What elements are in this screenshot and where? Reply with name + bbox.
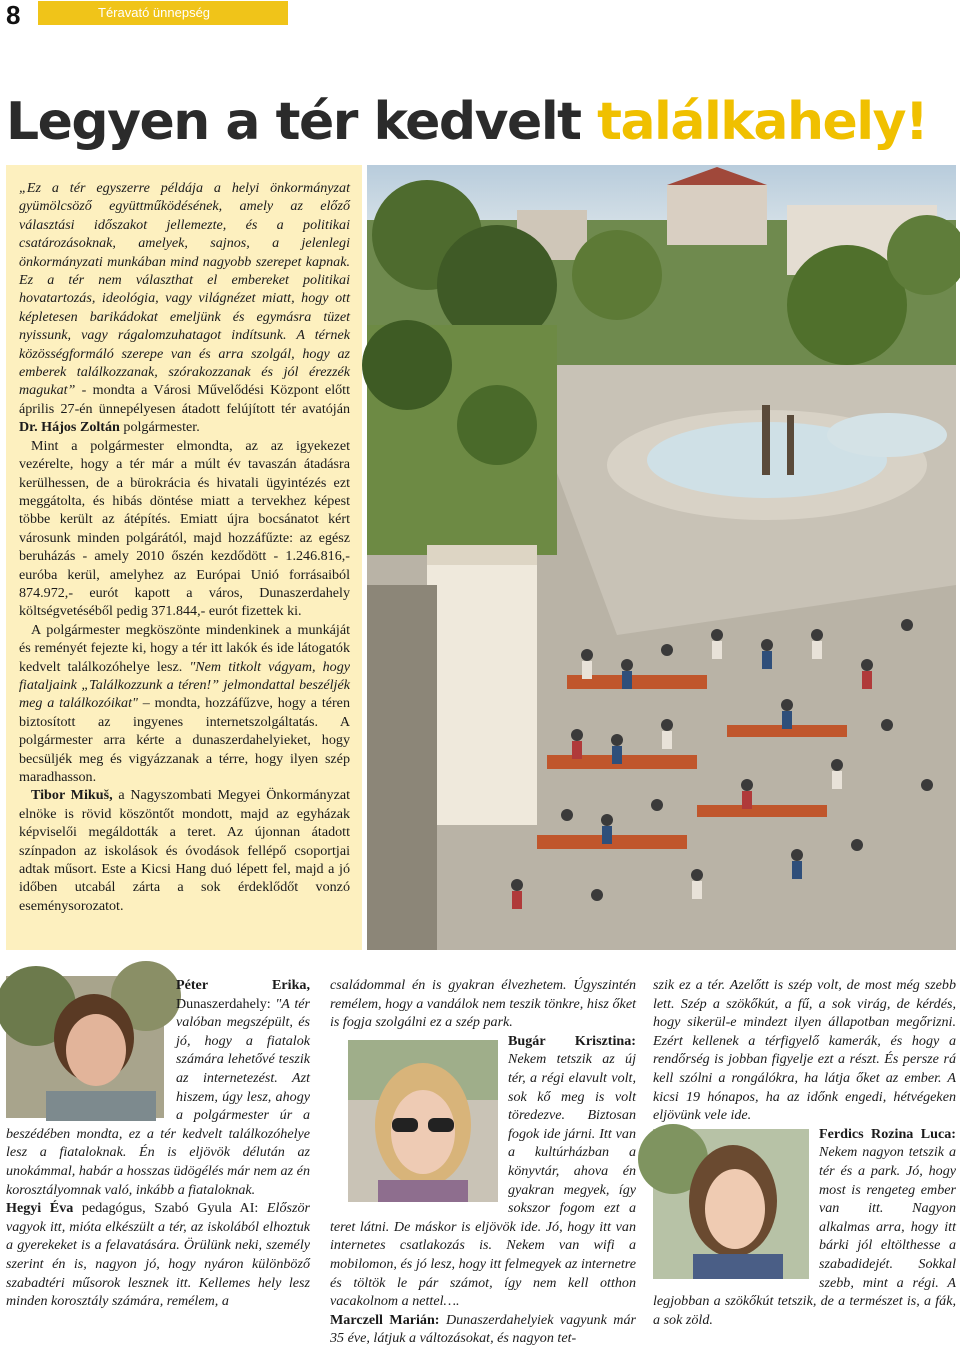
interview-column-3 bbox=[653, 976, 956, 1328]
interviewee-intro: pedagógus, Szabó Gyula AI: bbox=[73, 1200, 267, 1217]
interviewee-name: Ferdics Rozina Luca: bbox=[819, 1125, 956, 1142]
headline-accent: találkahely! bbox=[597, 92, 928, 152]
interviewee-name: Marczell Marián: bbox=[330, 1311, 440, 1328]
interview-column-1 bbox=[6, 976, 310, 1320]
article-paragraph-1 bbox=[19, 179, 350, 437]
interview-marczell-marian bbox=[330, 1311, 636, 1348]
interview-column-2 bbox=[330, 976, 636, 1347]
interviewee-intro: Dunaszerdahely: bbox=[176, 995, 276, 1012]
portrait-illustration bbox=[653, 1129, 809, 1279]
portrait-illustration bbox=[6, 976, 164, 1118]
interview-quote: "A tér valóban megszépült, és jó, hogy a fiatalok számára lehetővé teszik az internetezést. Azt hiszem, úgy lesz, ahogy a polgármester úr a beszédében mondta, ez a tér kedvelt találkozóhelye lesz a fiataloknak. Én is eljövök délután az unokámmal, habár a hosszas üdögélés már nem az én korosztályomnak való, inkább a fiataloknak. bbox=[6, 995, 310, 1198]
square-photo-illustration bbox=[367, 165, 956, 950]
article-paragraph-2: Mint a polgármester elmondta, az az igyekezet vezérelte, hogy a tér már a múlt év tavaszán átadásra kerülhessen, de a bürokrácia és hivatali ügyintézés ezt meggátolta, és hibás döntése miatt a tervekhez képest többe került az átépítés. Emiatt újra bocsánatot kért városunk minden polgárától, majd hozzáfűzte: az egész beruházás - amely 2010 őszén kezdődött - 1.246.816,- euróba kerül, amelyhez az Európai Unió forrásaiból 874.972,- eurót kapott a város, Dunaszerdahely költségvetéséből pedig 371.844,- eurót fizettek ki. bbox=[19, 437, 350, 620]
section-label: Téravató ünnepség bbox=[38, 1, 288, 25]
headline-part1: Legyen a tér kedvelt bbox=[6, 92, 598, 152]
interview-quote-continued: családommal én is gyakran élvezhetem. Úgyszintén remélem, hogy a vandálok nem teszik tönkre, hisz őket is fogja szolgálni ez a szép park. bbox=[330, 977, 636, 1031]
interviewee-name: Bugár Krisztina: bbox=[508, 1032, 636, 1049]
interview-quote: Először vagyok itt, mióta elkészült a tér, az iskolából elhoztuk a gyerekeket is a felavatására. Örülünk neki, személy szerint én is, nagyon jó, hogy nyáron különböző szabadtéri műsorok lesznek itt. Kellemes hely lesz minden korosztály számára, remélem, a bbox=[6, 1200, 310, 1310]
headline bbox=[6, 82, 956, 162]
interviewee-name: Hegyi Éva bbox=[6, 1200, 74, 1217]
portrait-peter-erika bbox=[6, 976, 164, 1118]
article-text: polgármester. bbox=[119, 419, 200, 436]
speaker-name: Tibor Mikuš, bbox=[31, 787, 113, 804]
article-paragraph-4 bbox=[19, 786, 350, 915]
article-text: - mondta a Városi Művelődési Központ előtt április 27-én ünnepélyesen átadott felújított tér avatóján bbox=[19, 382, 350, 417]
portrait-illustration bbox=[348, 1040, 498, 1202]
square-photo bbox=[367, 165, 956, 950]
page-number: 8 bbox=[6, 0, 21, 30]
interviewee-name: Péter Erika, bbox=[176, 977, 310, 993]
mayor-quote: "Nem titkolt vágyam, hogy fiataljaink „Találkozzunk a téren!” jelmondattal beszéljék meg a találkozóikat" bbox=[19, 658, 350, 712]
article-text: – mondta, hozzáfűzve, hogy a téren biztosított az ingyenes internetszolgáltatás. A polgármester arra kérte a dunaszerdahelyieket, hogy becsüljék meg és vigyázzanak a térre, hogy ilyen szép maradhasson. bbox=[19, 695, 350, 785]
article-paragraph-3 bbox=[19, 621, 350, 787]
interview-hegyi-eva bbox=[6, 1199, 310, 1311]
interview-quote: Nekem tetszik az új tér, a régi elavult volt, sok kő meg is volt töredezve. Biztosan fogok ide járni. Itt van a kultúrházban a könyvtár, ahova én gyakran megyek, így sokszor fogom ezt a teret látni. De máskor is eljövök ide. Jó, hogy itt van internetes csatlakozás is. Nekem van wifi a mobilomon, és jó lesz, hogy itt felmegyek az internetre és töltök le pár számot, így nem kell otthon vacakolnom a nettel…. bbox=[330, 1051, 636, 1310]
article-text: A polgármester megköszönte mindenkinek a munkáját és reményét fejezte ki, hogy a tér itt lakók és ide látogatók kedvelt találkozóhelye lesz. bbox=[19, 621, 350, 675]
interview-quote: Dunaszerdahelyiek vagyunk már 35 éve, látjuk a változásokat, és nagyon tet- bbox=[330, 1311, 636, 1347]
main-article bbox=[6, 165, 362, 950]
portrait-ferdics-rozina-luca bbox=[653, 1129, 809, 1279]
portrait-bugar-krisztina bbox=[348, 1040, 498, 1202]
interview-quote-continued: szik ez a tér. Azelőtt is szép volt, de most még szebb lett. Szép a szökőkút, a fű, a sok virág, de kérdés, hogy sikerül-e mindezt ilyen állapotban megőrizni. Ezért kellenek a térfigyelő kamerák, és hogy a rendőrség is jobban figyelje ezt a részt. És persze rá kell szólni a rongálókra, ha látja őket az ember. A kicsi 19 hónapos, ha az időnk engedi, hétvégeken eljövünk vele ide. bbox=[653, 977, 956, 1124]
opening-quote: „Ez a tér egyszerre példája a helyi önkormányzat gyümölcsöző együttműködésének, amely az előző választási időszakot jellemezte, és a politikai csatározásoknak, amelyek, sajnos, a jelenlegi önkormányzati munkában mind nagyobb szerepet kapnak. Ez a tér nem választhat el embereket politikai hovatartozás, ideológia, vagy világnézet miatt, hogy ott képletesen barikádokat emeljünk és egymásra tüzet nyissunk, vagy rágalomzuhatagot indítsunk. A térnek közösségformáló szerepe van és arra szolgál, hogy az emberek találkozzanak, szórakozzanak és jól érezzék magukat” bbox=[19, 180, 350, 399]
mayor-name: Dr. Hájos Zoltán bbox=[19, 419, 120, 436]
interview-quote: Nekem nagyon tetszik a tér és a park. Jó, hogy most is rengeteg ember van itt. Nagyon alkalmas arra, hogy itt bárki jól eltölthesse a szabadidejét. Sokkal szebb, mint a régi. A legjobban a szökőkút tetszik, de a természet is, a fák, a sok zöld. bbox=[653, 1144, 956, 1328]
article-text: a Nagyszombati Megyei Önkormányzat elnöke is rövid köszöntőt mondott, majd az egyházak képviselői megáldották a teret. Az újonnan átadott színpadon az iskolások és óvodások fellépő csoportjai adtak műsort. Este a Kicsi Hang duó lépett fel, majd a jó időben utcabál zárta a sok érdeklődőt vonzó eseménysorozatot. bbox=[19, 787, 351, 914]
